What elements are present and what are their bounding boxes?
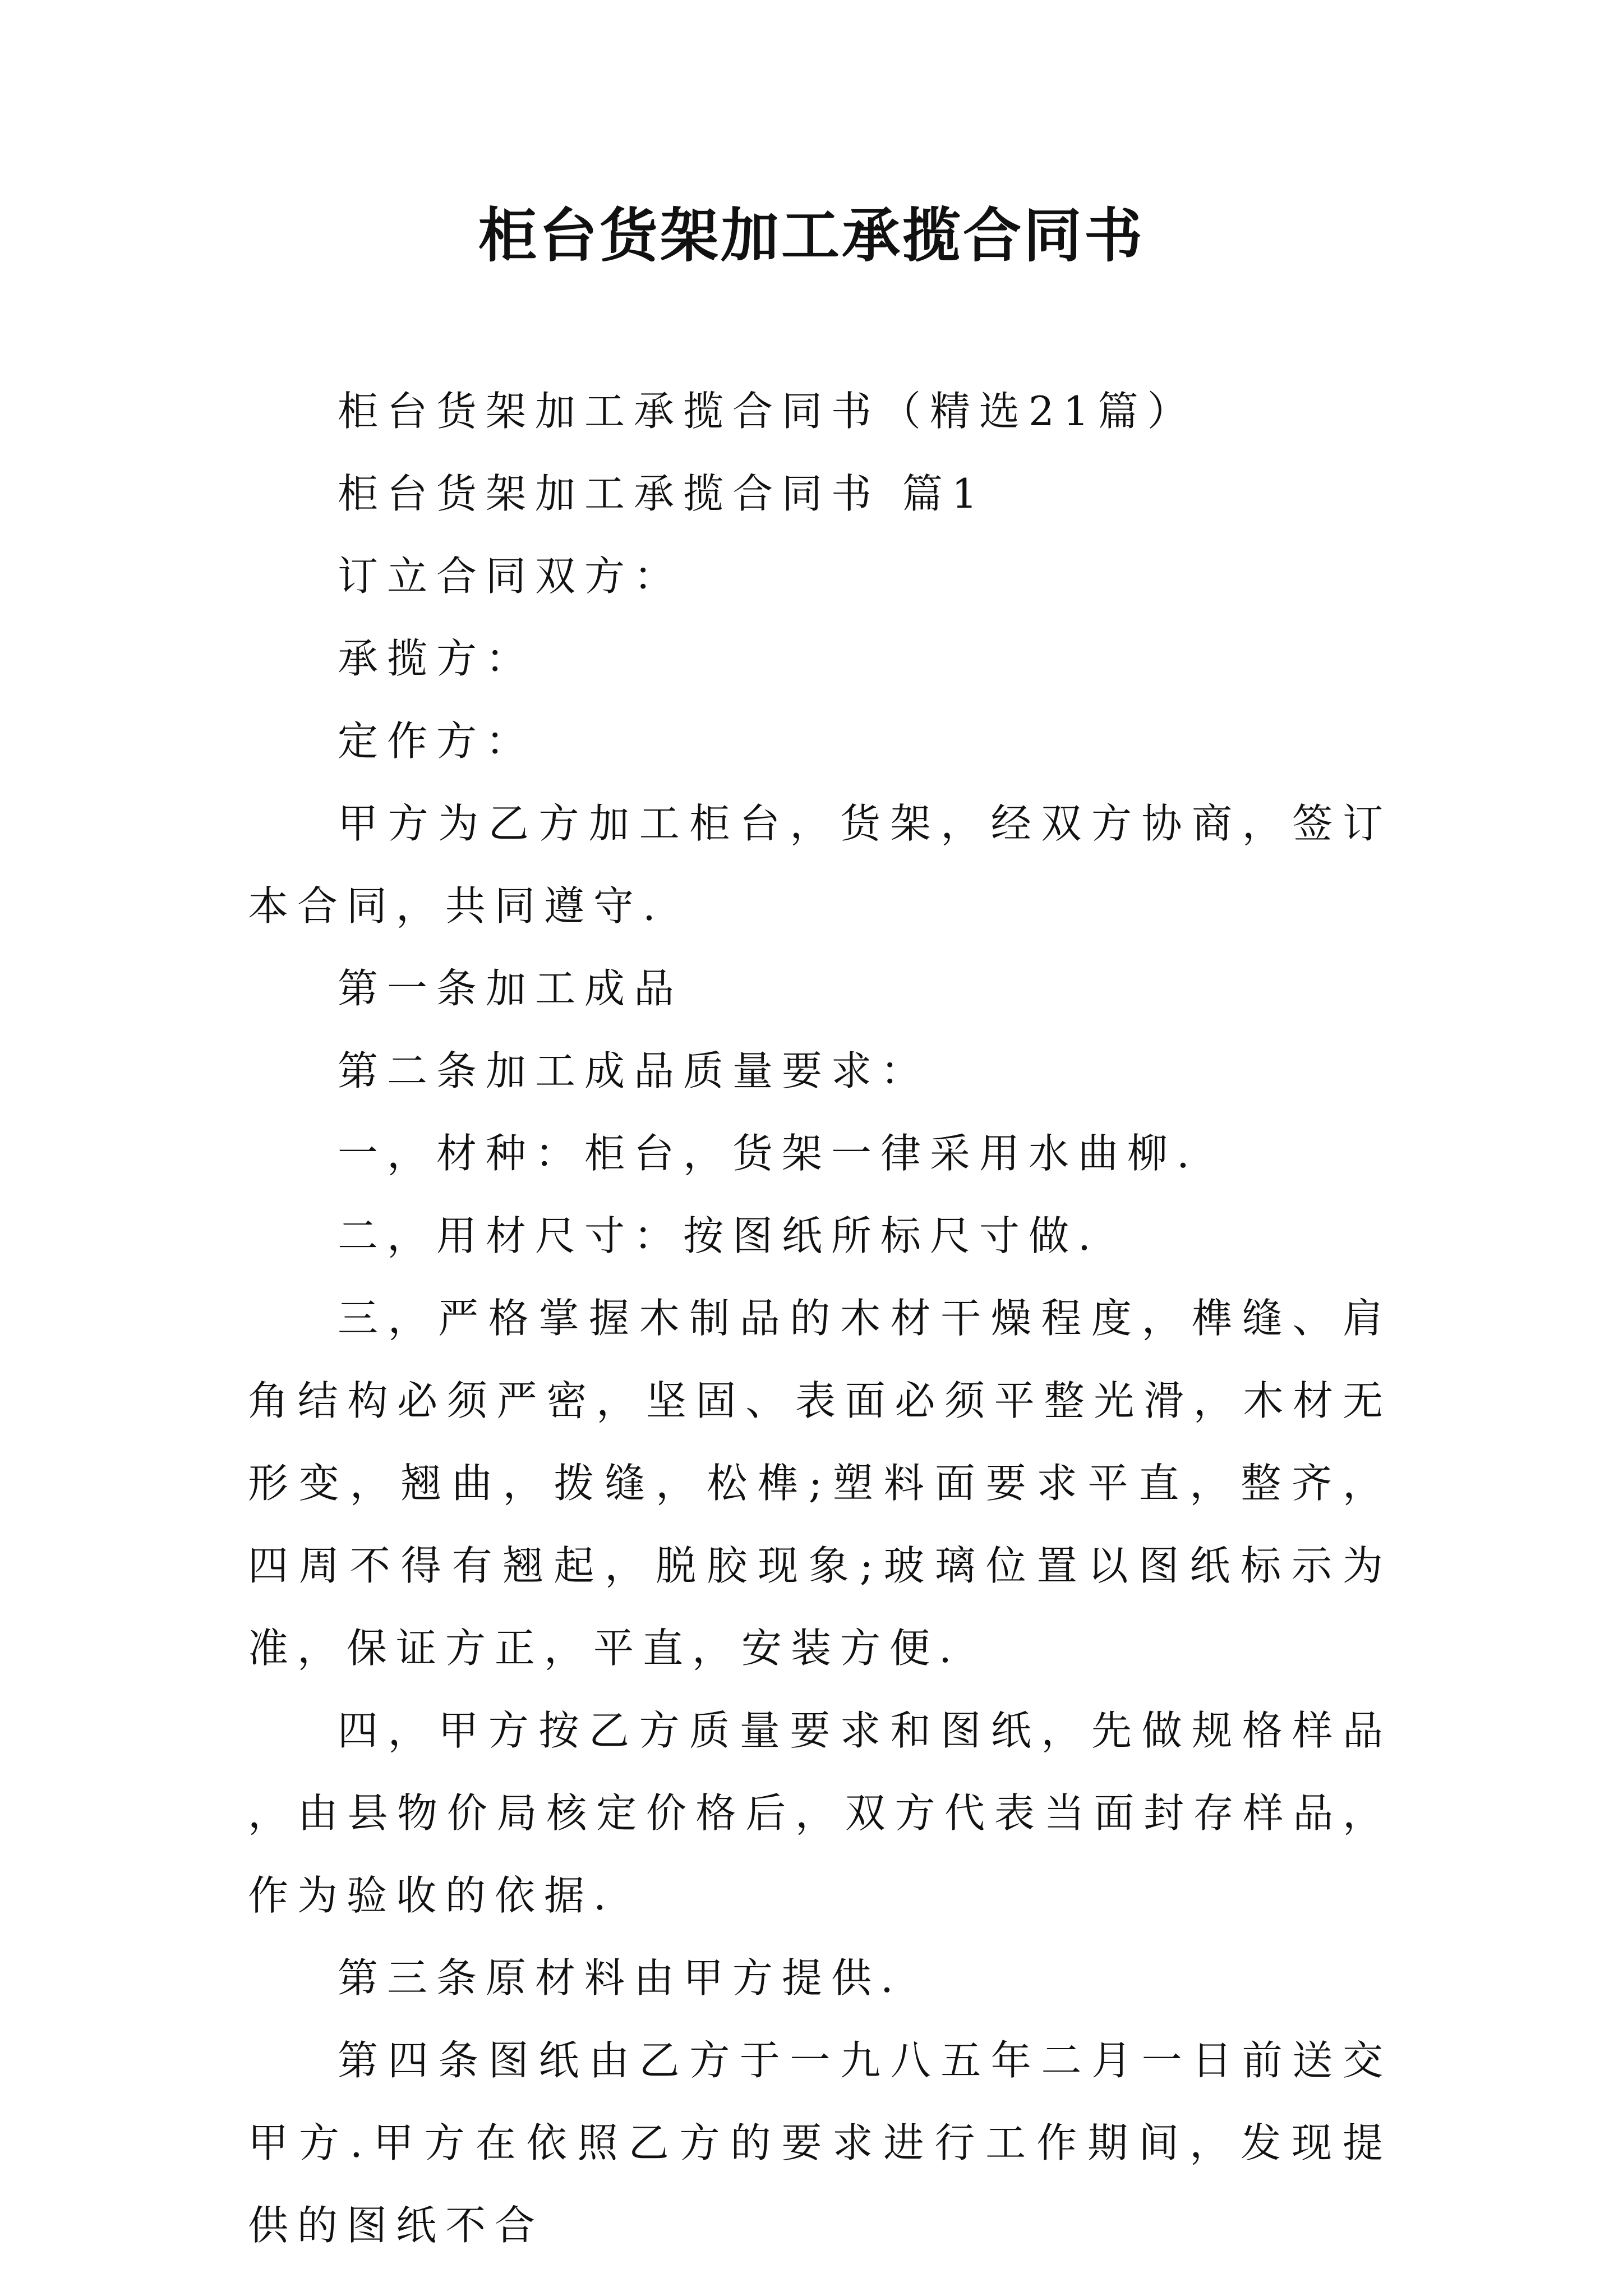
- paragraph-item-2: 二，用材尺寸：按图纸所标尺寸做.: [338, 1212, 1100, 1259]
- paragraph-article-3: 第三条原材料由甲方提供.: [338, 1954, 902, 2001]
- paragraph-article-1: 第一条加工成品: [338, 965, 684, 1012]
- paragraph-intro: 甲方为乙方加工柜台，货架，经双方协商，签订本合同，共同遵守.: [248, 800, 1392, 930]
- paragraph-item-1: 一，材种：柜台，货架一律采用水曲柳.: [338, 1130, 1198, 1177]
- paragraph-item-3: 三，严格掌握木制品的木材干燥程度，榫缝、肩角结构必须严密，坚固、表面必须平整光滑，木材无形变，翘曲，拨缝，松榫;塑料面要求平直，整齐，四周不得有翘起，脱胶现象;玻璃位置以图纸标示为准，保证方正，平直，安装方便.: [248, 1295, 1392, 1672]
- document-title: 柜台货架加工承揽合同书: [478, 201, 1145, 270]
- paragraph-item-4: 四，甲方按乙方质量要求和图纸，先做规格样品，由县物价局核定价格后，双方代表当面封存样品，作为验收的依据.: [248, 1707, 1392, 1919]
- document-body: [248, 370, 1392, 2267]
- paragraph-section-heading: 柜台货架加工承揽合同书 篇1: [338, 470, 986, 517]
- paragraph-parties: 订立合同双方：: [338, 553, 684, 600]
- paragraph-subtitle: 柜台货架加工承揽合同书（精选21篇）: [338, 388, 1197, 435]
- paragraph-contractor: 承揽方：: [338, 635, 536, 682]
- paragraph-ordering-party: 定作方：: [338, 717, 536, 765]
- paragraph-article-4: 第四条图纸由乙方于一九八五年二月一日前送交甲方.甲方在依照乙方的要求进行工作期间，发现提供的图纸不合: [248, 2037, 1392, 2249]
- paragraph-article-2: 第二条加工成品质量要求：: [338, 1047, 930, 1094]
